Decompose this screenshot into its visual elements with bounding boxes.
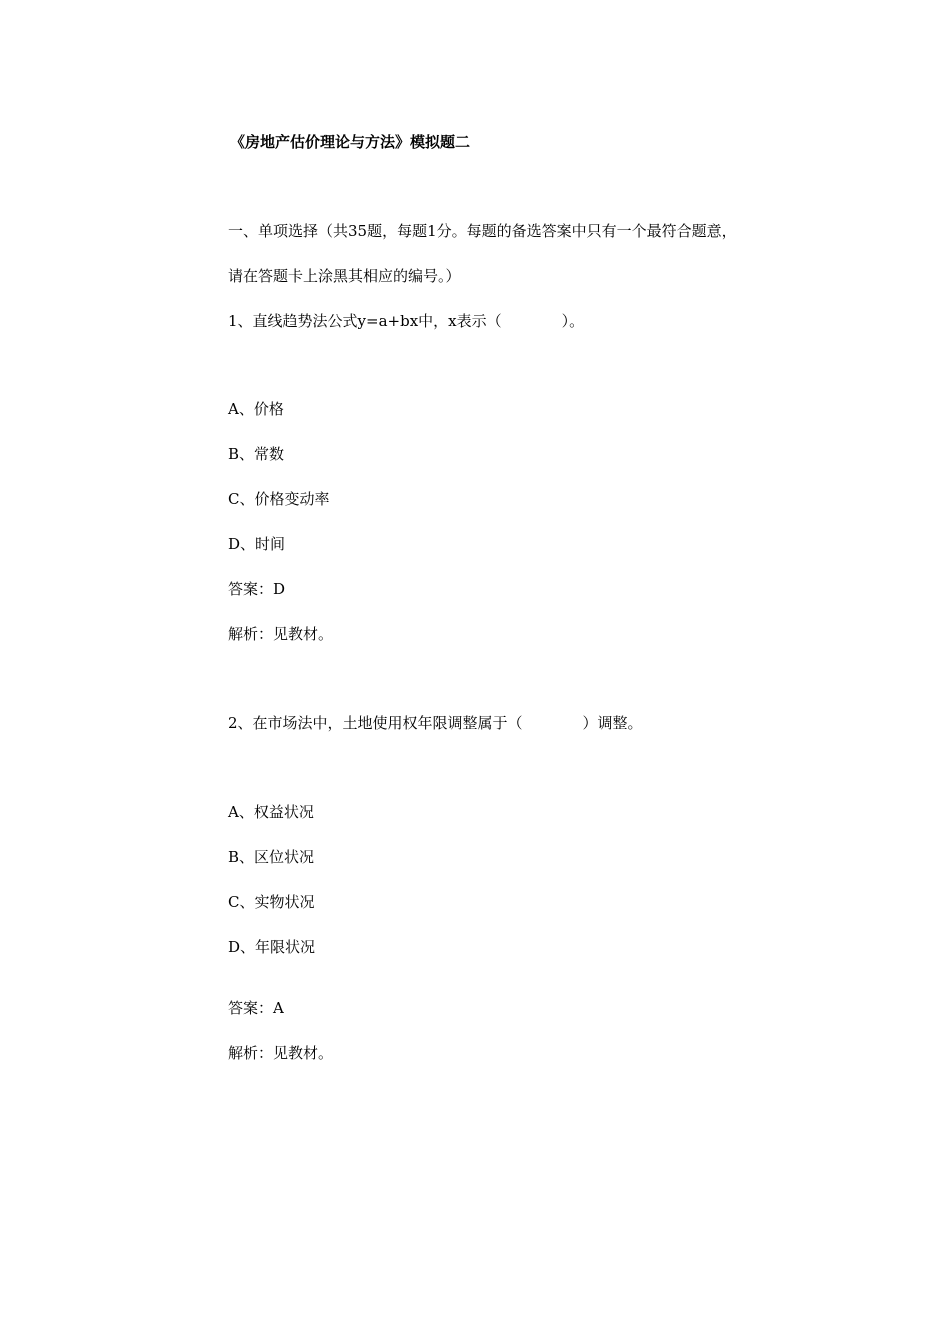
question-2-analysis: 解析：见教材。 [228, 1044, 334, 1062]
section-heading-line1: 一、单项选择（共35题，每题1分。每题的备选答案中只有一个最符合题意， [228, 222, 737, 240]
question-1-option-b: B、常数 [228, 445, 285, 463]
question-2-option-a: A、权益状况 [228, 803, 314, 821]
question-1-stem: 1、直线趋势法公式y=a+bx中，x表示（ ）。 [228, 312, 585, 330]
question-2-option-b: B、区位状况 [228, 848, 315, 866]
section-heading-line2: 请在答题卡上涂黑其相应的编号。） [228, 267, 461, 285]
document-title: 《房地产估价理论与方法》模拟题二 [230, 133, 471, 151]
question-1-answer: 答案：D [228, 580, 286, 598]
question-1-option-d: D、时间 [228, 535, 286, 553]
question-2-answer: 答案：A [228, 999, 284, 1017]
question-2-stem: 2、在市场法中，土地使用权年限调整属于（ ）调整。 [228, 714, 643, 732]
question-2-option-c: C、实物状况 [228, 893, 315, 911]
question-1-option-a: A、价格 [228, 400, 284, 418]
question-1-option-c: C、价格变动率 [228, 490, 330, 508]
question-2-option-d: D、年限状况 [228, 938, 316, 956]
question-1-analysis: 解析：见教材。 [228, 625, 334, 643]
